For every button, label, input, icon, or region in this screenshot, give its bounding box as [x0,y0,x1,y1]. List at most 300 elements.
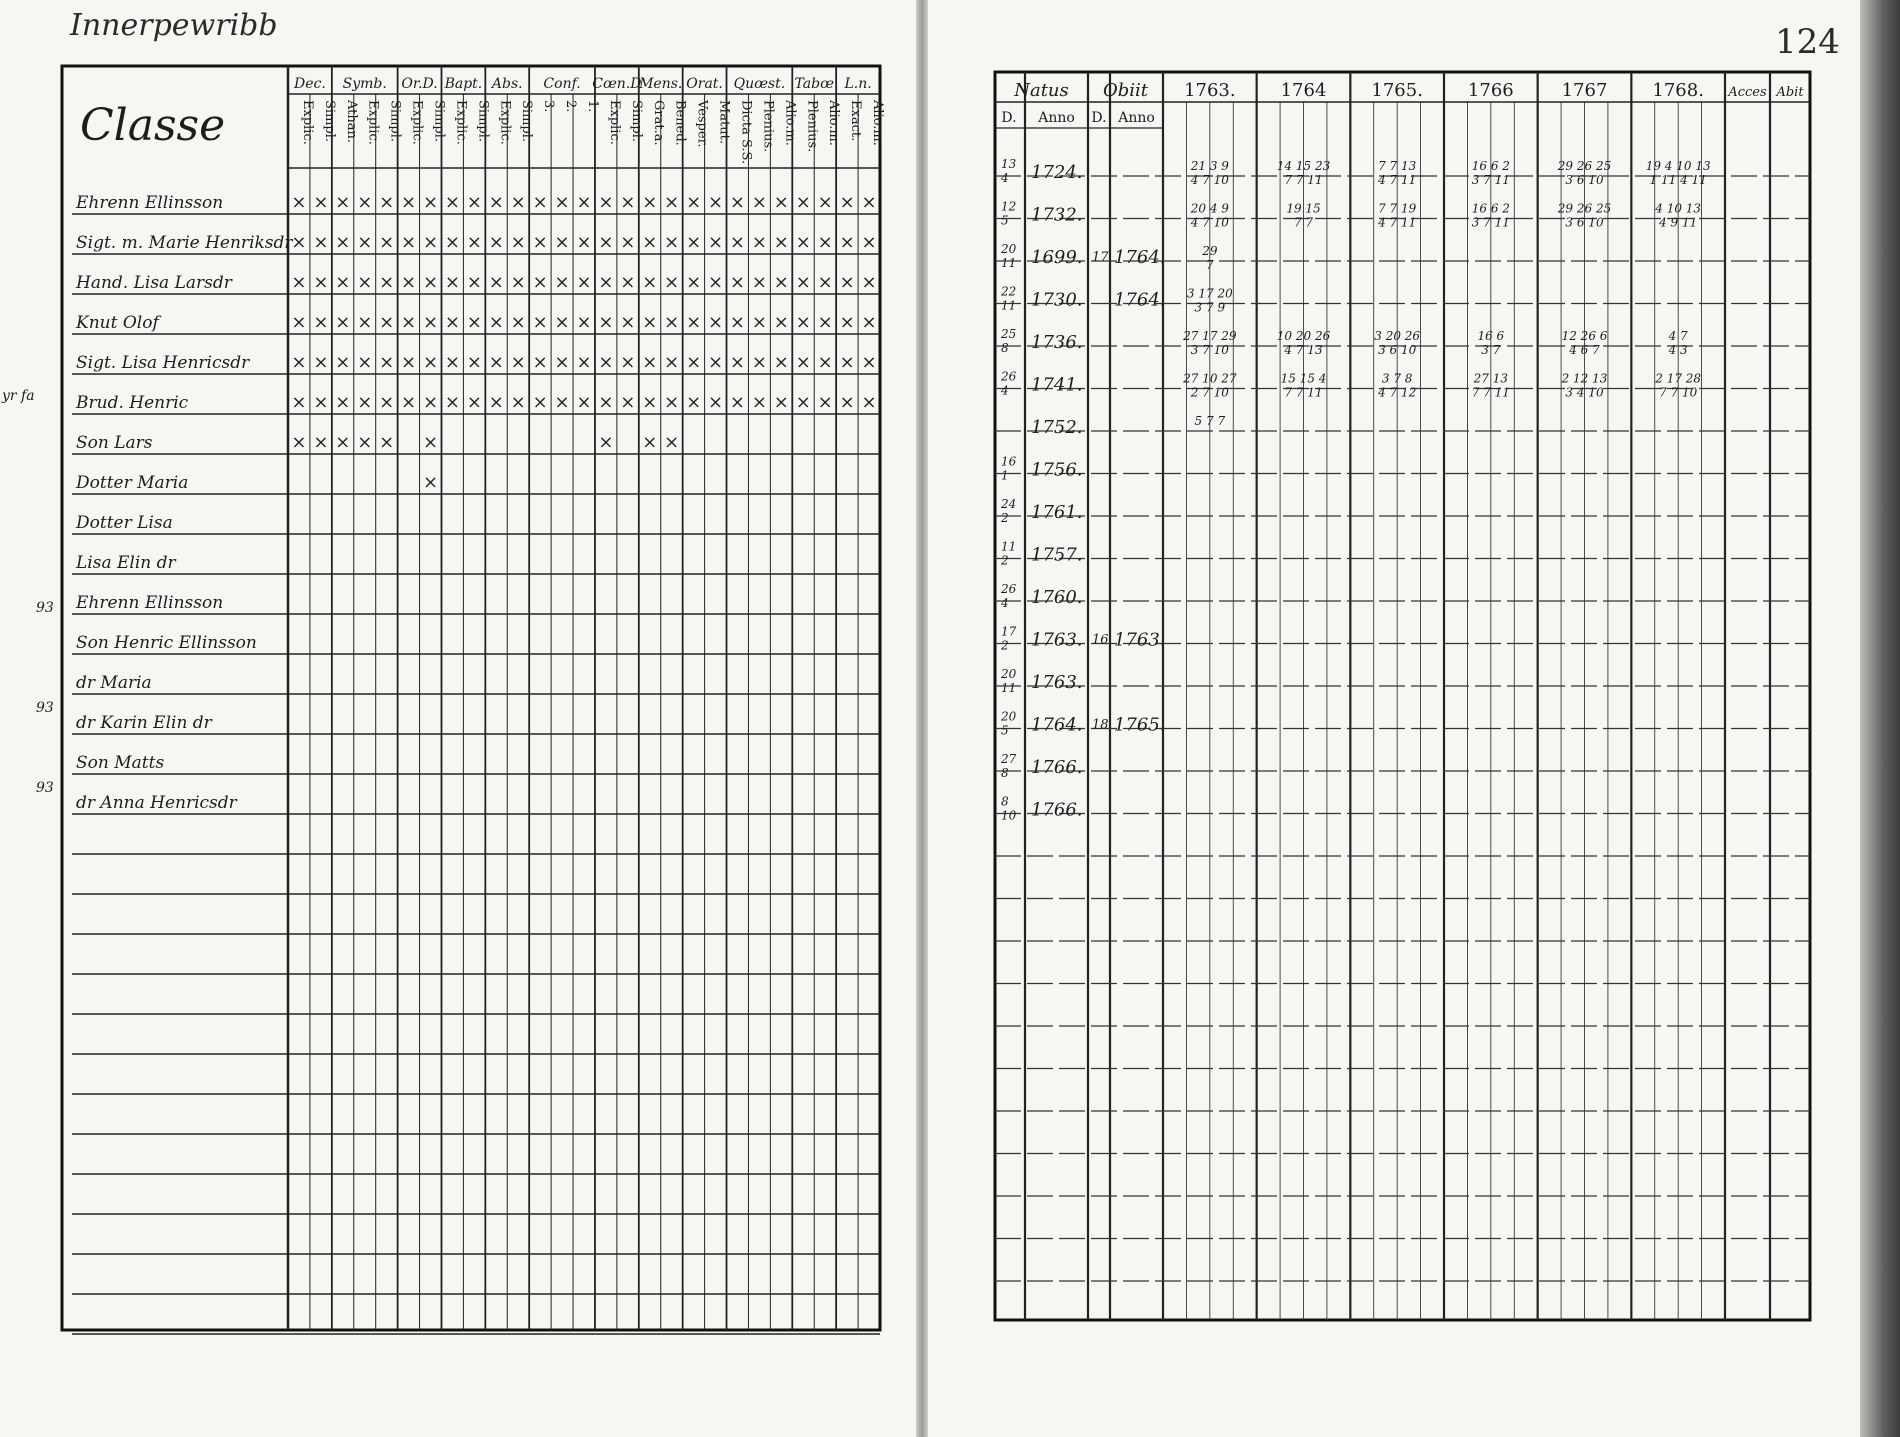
top-left-heading: Innerpewribb [70,8,278,43]
sub-column-label: Explic. [606,100,622,145]
name-column-heading: Classe [80,100,226,151]
year-mark-top: 19 4 10 13 [1645,159,1711,173]
tally-mark: × [532,312,548,333]
tally-mark: × [532,352,548,373]
tally-mark: × [554,352,570,373]
obiit-year: 1765. [1114,714,1166,736]
sub-column-label: Matut. [716,100,732,145]
row-name: dr Maria [76,673,152,693]
tally-mark: × [620,192,636,213]
tally-mark: × [620,352,636,373]
column-group-label: Abs. [491,76,523,92]
obiit-anno-header: Anno [1118,110,1155,126]
sub-column-label: Vesper. [694,100,710,148]
tally-mark: × [686,312,702,333]
natus-year: 1763. [1031,672,1083,693]
left-table-frame [62,66,880,1330]
tally-mark: × [335,432,351,453]
tally-mark: × [598,312,614,333]
obiit-day: 17 [1092,250,1109,265]
natus-day: 17 [1001,624,1017,639]
tally-mark: × [335,192,351,213]
tally-mark: × [466,392,482,413]
row-name: Dotter Maria [76,473,189,493]
year-mark-bottom: 3 7 10 [1190,343,1229,357]
tally-mark: × [751,192,767,213]
row-name: Ehrenn Ellinsson [76,193,224,213]
tally-mark: × [708,312,724,333]
year-mark-top: 29 26 25 [1557,159,1612,173]
tally-mark: × [729,392,746,413]
natus-year: 1741. [1031,374,1083,396]
year-mark-bottom: 3 4 10 [1565,385,1604,400]
tally-mark: × [598,272,614,293]
tally-mark: × [664,352,680,373]
sub-column-label: Explic. [365,100,381,145]
obiit-day-header: D. [1091,110,1107,126]
tally-mark: × [335,312,351,333]
tally-mark: × [313,352,329,373]
tally-mark: × [861,192,877,213]
sub-column-label: Simpl. [431,100,447,143]
year-mark-top: 3 20 26 [1374,329,1421,343]
year-mark-top: 3 7 8 [1381,371,1413,386]
sub-column-label: Simpl. [519,100,535,143]
tally-mark: × [466,232,482,253]
tally-mark: × [576,232,592,253]
tally-mark: × [379,272,395,293]
tally-mark: × [313,192,329,213]
tally-mark: × [444,232,460,253]
natus-year: 1761. [1031,502,1083,523]
tally-mark: × [708,352,724,373]
tally-mark: × [554,192,570,213]
tally-mark: × [291,192,307,213]
sub-column-label: Simpl. [321,100,337,143]
tally-mark: × [620,392,636,413]
tally-mark: × [357,272,373,293]
column-group-label: Symb. [342,76,387,92]
year-mark-top: 27 13 [1473,371,1509,386]
tally-mark: × [488,272,504,293]
tally-mark: × [817,352,833,373]
tally-mark: × [642,352,658,373]
natus-year: 1766. [1031,799,1083,821]
accessit-header: Acces [1728,85,1767,100]
tally-mark: × [510,392,526,413]
tally-mark: × [861,232,877,253]
tally-mark: × [642,272,658,293]
row-name: Son Lars [76,433,153,453]
tally-mark: × [576,192,592,213]
year-header: 1763. [1184,80,1236,101]
tally-mark: × [773,352,789,373]
tally-mark: × [751,232,767,253]
tally-mark: × [773,312,789,333]
year-header: 1766 [1467,80,1514,101]
year-mark-bottom: 7 [1206,258,1214,272]
tally-mark: × [379,192,395,213]
tally-mark: × [686,352,702,373]
natus-month: 8 [1001,341,1009,355]
year-mark-bottom: 4 7 11 [1378,215,1417,230]
natus-year: 1757. [1031,544,1083,566]
tally-mark: × [729,272,746,293]
natus-year: 1764. [1031,714,1083,736]
natus-month: 11 [1001,256,1017,270]
tally-mark: × [664,232,680,253]
tally-mark: × [686,232,702,253]
tally-mark: × [839,312,855,333]
sub-column-label: Explic. [409,100,425,145]
sub-column-label: 1. [585,100,600,113]
year-mark-bottom: 4 9 11 [1659,215,1698,230]
tally-mark: × [598,352,614,373]
obiit-year: 1764. [1114,247,1166,268]
natus-day: 22 [1001,284,1017,299]
year-mark-top: 5 7 7 [1194,414,1226,428]
tally-mark: × [576,272,592,293]
tally-mark: × [401,392,417,413]
natus-day: 20 [1001,242,1017,256]
natus-month: 2 [1001,511,1009,525]
sub-column-label: 3. [541,100,557,113]
tally-mark: × [817,272,833,293]
tally-mark: × [664,392,680,413]
year-header: 1768. [1652,80,1704,101]
column-group-label: Bapt. [444,76,483,92]
tally-mark: × [313,232,329,253]
year-mark-bottom: 3 6 10 [1565,215,1604,230]
natus-anno-header: Anno [1038,110,1075,126]
row-name: dr Anna Henricsdr [76,793,237,813]
tally-mark: × [642,192,658,213]
tally-mark: × [598,392,614,413]
year-mark-top: 16 6 2 [1471,201,1510,216]
tally-mark: × [510,232,526,253]
tally-mark: × [488,232,504,253]
tally-mark: × [861,272,877,293]
tally-mark: × [357,392,373,413]
sub-column-label: Simpl. [475,100,491,143]
sub-column-label: Grat.a. [650,100,666,146]
year-mark-bottom: 1 11 4 11 [1649,173,1707,187]
tally-mark: × [357,432,373,453]
sub-column-label: Simpl. [387,100,403,143]
natus-month: 4 [1001,171,1009,185]
tally-mark: × [488,392,504,413]
tally-mark: × [510,312,526,333]
tally-mark: × [598,232,614,253]
tally-mark: × [422,272,439,293]
tally-mark: × [795,272,811,293]
tally-mark: × [313,312,329,333]
natus-year: 1756. [1031,459,1083,481]
tally-mark: × [313,272,329,293]
tally-mark: × [708,232,724,253]
natus-day: 27 [1001,752,1017,766]
year-mark-top: 4 7 [1668,329,1688,343]
sub-column-label: Alio.m. [870,100,886,146]
column-group-label: Or.D. [401,76,438,92]
tally-mark: × [817,312,833,333]
column-group-label: Dec. [294,76,326,92]
tally-mark: × [401,352,417,373]
natus-month: 2 [1001,553,1009,568]
tally-mark: × [642,232,658,253]
margin-note: yr fa [2,388,35,404]
tally-mark: × [729,312,746,333]
tally-mark: × [795,392,811,413]
year-header: 1765. [1371,80,1423,101]
sub-column-label: 2. [563,100,579,113]
obiit-year: 1763. [1114,629,1166,651]
tally-mark: × [576,352,592,373]
tally-mark: × [532,272,548,293]
tally-mark: × [620,272,636,293]
natus-day: 25 [1001,327,1017,341]
year-header: 1764 [1280,80,1327,101]
natus-day: 13 [1001,157,1017,171]
natus-month: 11 [1001,298,1017,313]
tally-mark: × [444,352,460,373]
tally-mark: × [510,192,526,213]
tally-mark: × [642,432,658,453]
sub-column-label: Athan. [343,100,359,144]
tally-mark: × [510,272,526,293]
tally-mark: × [357,352,373,373]
year-mark-top: 4 10 13 [1655,201,1702,216]
year-mark-top: 14 15 23 [1276,159,1331,173]
column-group-label: Quœst. [733,76,786,92]
year-mark-top: 2 17 28 [1655,371,1702,386]
tally-mark: × [751,312,767,333]
obiit-day: 18 [1092,717,1109,733]
year-mark-bottom: 7 7 11 [1471,385,1510,400]
row-name: dr Karin Elin dr [76,713,212,733]
tally-mark: × [795,192,811,213]
abiit-header: Abit [1776,85,1804,100]
column-group-label: Cœn.D [592,76,642,92]
tally-mark: × [335,392,351,413]
tally-mark: × [773,272,789,293]
obiit-header: Obiit [1102,80,1149,101]
column-group-label: Orat. [686,76,723,92]
row-name: Sigt. Lisa Henricsdr [76,353,250,373]
obiit-year: 1764. [1114,289,1166,311]
row-name: Hand. Lisa Larsdr [76,273,232,293]
tally-mark: × [795,312,811,333]
year-mark-bottom: 4 7 11 [1378,173,1417,187]
year-mark-bottom: 2 7 10 [1190,385,1229,400]
tally-mark: × [466,192,482,213]
tally-mark: × [291,232,307,253]
tally-mark: × [444,272,460,293]
row-name: Dotter Lisa [76,513,173,533]
tally-mark: × [444,192,460,213]
tally-mark: × [466,312,482,333]
natus-header: Natus [1014,80,1069,101]
tally-mark: × [422,432,439,453]
sub-column-label: Plenius. [804,100,820,153]
tally-mark: × [379,352,395,373]
tally-mark: × [664,192,680,213]
tally-mark: × [422,192,439,213]
tally-mark: × [817,232,833,253]
year-mark-bottom: 3 6 10 [1565,173,1604,187]
natus-month: 1 [1001,468,1009,483]
tally-mark: × [839,192,855,213]
row-name: Lisa Elin dr [76,553,176,573]
natus-month: 2 [1001,638,1009,653]
natus-month: 8 [1001,766,1009,780]
year-mark-bottom: 3 6 10 [1378,343,1417,357]
tally-mark: × [401,272,417,293]
tally-mark: × [335,232,351,253]
year-mark-top: 10 20 26 [1276,329,1331,343]
tally-mark: × [335,352,351,373]
natus-month: 11 [1001,681,1017,695]
tally-mark: × [642,392,658,413]
year-mark-top: 20 4 9 [1190,201,1229,216]
tally-mark: × [817,192,833,213]
margin-note: 93 [36,700,54,716]
year-mark-top: 15 15 4 [1280,371,1327,386]
tally-mark: × [664,432,680,453]
natus-day: 12 [1001,199,1017,214]
year-mark-top: 16 6 2 [1471,159,1510,173]
page-number: 124 [1775,22,1840,62]
tally-mark: × [729,192,746,213]
sub-column-label: Alio.m. [782,100,798,146]
tally-mark: × [795,232,811,253]
tally-mark: × [335,272,351,293]
tally-mark: × [664,272,680,293]
year-mark-bottom: 4 6 7 [1569,343,1600,357]
tally-mark: × [751,392,767,413]
year-mark-top: 7 7 19 [1378,201,1417,216]
tally-mark: × [422,232,439,253]
tally-mark: × [817,392,833,413]
tally-mark: × [708,272,724,293]
tally-mark: × [729,232,746,253]
natus-year: 1730. [1031,289,1083,311]
sub-column-label: Bened. [672,100,688,146]
tally-mark: × [488,192,504,213]
tally-mark: × [708,192,724,213]
natus-year: 1699. [1031,247,1083,268]
tally-mark: × [532,232,548,253]
year-mark-bottom: 4 7 10 [1190,215,1229,230]
tally-mark: × [620,232,636,253]
tally-mark: × [401,232,417,253]
tally-mark: × [357,232,373,253]
tally-mark: × [839,272,855,293]
tally-mark: × [291,272,307,293]
tally-mark: × [532,392,548,413]
natus-day-header: D. [1001,110,1017,126]
year-mark-top: 27 17 29 [1183,329,1237,343]
year-mark-top: 21 3 9 [1190,159,1229,173]
tally-mark: × [401,192,417,213]
tally-mark: × [686,392,702,413]
year-mark-top: 29 [1202,244,1218,258]
tally-mark: × [729,352,746,373]
tally-mark: × [488,352,504,373]
tally-mark: × [839,352,855,373]
obiit-day: 16 [1092,632,1109,648]
tally-mark: × [861,312,877,333]
column-group-label: Tabœ [794,76,834,92]
year-mark-bottom: 7 7 [1293,215,1314,230]
column-group-label: Conf. [543,76,581,92]
natus-year: 1752. [1031,417,1083,438]
year-mark-top: 27 10 27 [1183,371,1237,386]
natus-month: 5 [1001,213,1009,228]
tally-mark: × [751,272,767,293]
natus-month: 4 [1001,383,1009,398]
tally-mark: × [313,432,329,453]
natus-day: 26 [1001,582,1017,596]
tally-mark: × [664,312,680,333]
year-mark-top: 12 26 6 [1561,329,1608,343]
row-name: Sigt. m. Marie Henriksdr [76,233,293,253]
tally-mark: × [686,192,702,213]
year-mark-bottom: 3 7 [1481,343,1501,357]
natus-day: 8 [1001,794,1009,809]
tally-mark: × [379,312,395,333]
tally-mark: × [422,472,439,493]
year-mark-top: 29 26 25 [1557,201,1612,216]
tally-mark: × [642,312,658,333]
tally-mark: × [576,312,592,333]
natus-year: 1766. [1031,757,1083,778]
natus-year: 1760. [1031,587,1083,608]
sub-column-label: Explic. [497,100,513,145]
natus-day: 26 [1001,369,1017,384]
natus-day: 11 [1001,539,1017,554]
tally-mark: × [598,432,614,453]
row-name: Son Matts [76,753,165,773]
year-mark-bottom: 3 7 11 [1471,173,1510,187]
year-mark-top: 16 6 [1477,329,1505,343]
year-mark-bottom: 4 7 13 [1284,343,1323,357]
tally-mark: × [422,352,439,373]
tally-mark: × [401,312,417,333]
year-mark-bottom: 3 7 11 [1471,215,1510,230]
tally-mark: × [379,432,395,453]
row-name: Knut Olof [76,313,159,333]
tally-mark: × [466,272,482,293]
sub-column-label: Dicta S.S. [738,100,754,165]
natus-year: 1724. [1031,162,1083,183]
margin-note: 93 [36,600,54,616]
tally-mark: × [773,232,789,253]
row-name: Ehrenn Ellinsson [76,593,224,613]
year-mark-bottom: 7 7 10 [1659,385,1698,400]
sub-column-label: Alio.m. [826,100,842,146]
natus-year: 1732. [1031,204,1083,226]
column-group-label: Mens. [639,76,683,92]
row-name: Brud. Henric [76,393,189,413]
year-mark-bottom: 4 7 12 [1378,385,1417,400]
year-mark-bottom: 4 7 10 [1190,173,1229,187]
tally-mark: × [554,312,570,333]
tally-mark: × [510,352,526,373]
sub-column-label: Plenius. [760,100,776,153]
margin-note: 93 [36,780,54,796]
natus-day: 20 [1001,709,1017,724]
